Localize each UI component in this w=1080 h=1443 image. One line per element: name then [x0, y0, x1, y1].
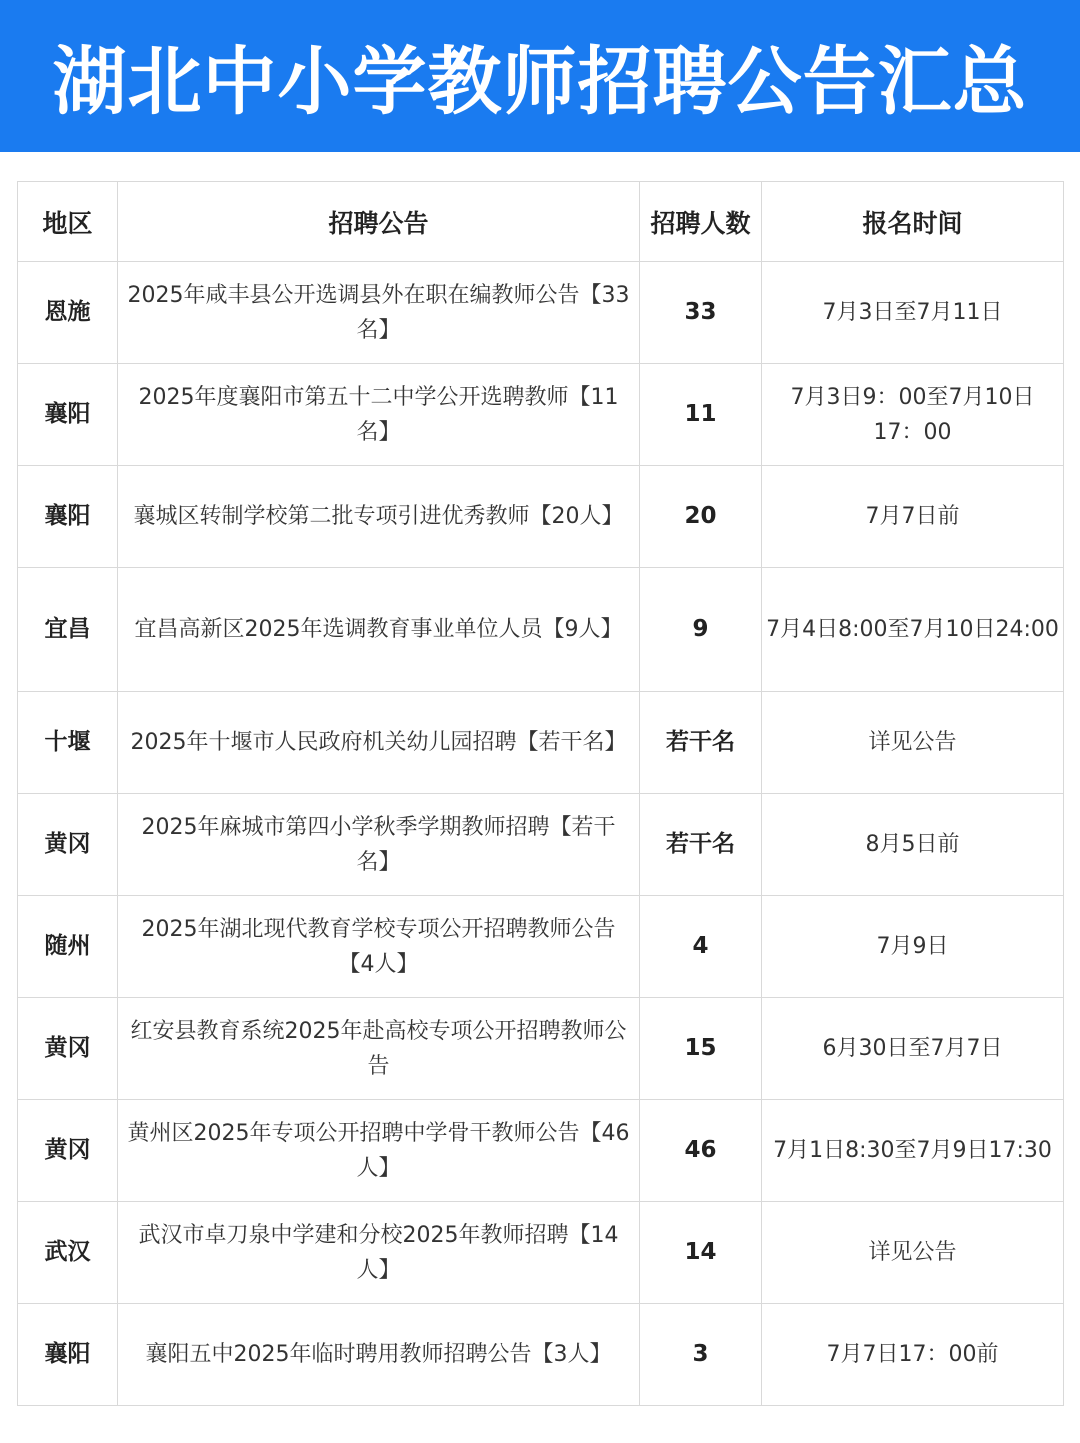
cell-time: 8月5日前: [762, 794, 1064, 896]
cell-notice: 武汉市卓刀泉中学建和分校2025年教师招聘【14人】: [118, 1202, 640, 1304]
cell-time: 7月9日: [762, 896, 1064, 998]
table-header-row: [18, 182, 1064, 262]
cell-region: 黄冈: [18, 998, 118, 1100]
cell-time: 详见公告: [762, 692, 1064, 794]
cell-count: 3: [640, 1304, 762, 1406]
cell-time: 7月3日至7月11日: [762, 262, 1064, 364]
cell-region: 十堰: [18, 692, 118, 794]
cell-notice: 2025年湖北现代教育学校专项公开招聘教师公告【4人】: [118, 896, 640, 998]
cell-count: 33: [640, 262, 762, 364]
cell-notice: 红安县教育系统2025年赴高校专项公开招聘教师公告: [118, 998, 640, 1100]
cell-notice: 宜昌高新区2025年选调教育事业单位人员【9人】: [118, 568, 640, 692]
table-row: [18, 364, 1064, 466]
cell-time: 详见公告: [762, 1202, 1064, 1304]
cell-time: 6月30日至7月7日: [762, 998, 1064, 1100]
cell-count: 15: [640, 998, 762, 1100]
table-row: [18, 1202, 1064, 1304]
cell-count: 9: [640, 568, 762, 692]
table-row: [18, 1304, 1064, 1406]
table-row: [18, 466, 1064, 568]
cell-count: 11: [640, 364, 762, 466]
cell-region: 黄冈: [18, 1100, 118, 1202]
cell-count: 若干名: [640, 794, 762, 896]
cell-count: 14: [640, 1202, 762, 1304]
cell-region: 恩施: [18, 262, 118, 364]
cell-time: 7月3日9：00至7月10日17：00: [762, 364, 1064, 466]
header-time: 报名时间: [762, 182, 1064, 262]
cell-count: 4: [640, 896, 762, 998]
table-row: [18, 998, 1064, 1100]
table-row: [18, 568, 1064, 692]
header-region: 地区: [18, 182, 118, 262]
cell-time: 7月1日8:30至7月9日17:30: [762, 1100, 1064, 1202]
table-row: [18, 262, 1064, 364]
table-row: [18, 794, 1064, 896]
cell-notice: 黄州区2025年专项公开招聘中学骨干教师公告【46人】: [118, 1100, 640, 1202]
cell-region: 黄冈: [18, 794, 118, 896]
table-row: [18, 896, 1064, 998]
cell-region: 襄阳: [18, 466, 118, 568]
cell-notice: 2025年咸丰县公开选调县外在职在编教师公告【33名】: [118, 262, 640, 364]
header-count: 招聘人数: [640, 182, 762, 262]
cell-time: 7月7日17：00前: [762, 1304, 1064, 1406]
title-banner: [0, 0, 1080, 152]
header-notice: 招聘公告: [118, 182, 640, 262]
cell-time: 7月4日8:00至7月10日24:00: [762, 568, 1064, 692]
cell-count: 46: [640, 1100, 762, 1202]
table-row: [18, 1100, 1064, 1202]
cell-region: 襄阳: [18, 364, 118, 466]
cell-count: 若干名: [640, 692, 762, 794]
cell-notice: 2025年度襄阳市第五十二中学公开选聘教师【11名】: [118, 364, 640, 466]
table-row: [18, 692, 1064, 794]
cell-count: 20: [640, 466, 762, 568]
recruitment-table-container: [17, 181, 1064, 1406]
cell-region: 武汉: [18, 1202, 118, 1304]
cell-notice: 襄阳五中2025年临时聘用教师招聘公告【3人】: [118, 1304, 640, 1406]
cell-region: 襄阳: [18, 1304, 118, 1406]
recruitment-table: [17, 181, 1064, 1406]
page-title: 湖北中小学教师招聘公告汇总: [52, 39, 1028, 125]
cell-region: 随州: [18, 896, 118, 998]
cell-region: 宜昌: [18, 568, 118, 692]
cell-time: 7月7日前: [762, 466, 1064, 568]
cell-notice: 襄城区转制学校第二批专项引进优秀教师【20人】: [118, 466, 640, 568]
cell-notice: 2025年十堰市人民政府机关幼儿园招聘【若干名】: [118, 692, 640, 794]
cell-notice: 2025年麻城市第四小学秋季学期教师招聘【若干名】: [118, 794, 640, 896]
